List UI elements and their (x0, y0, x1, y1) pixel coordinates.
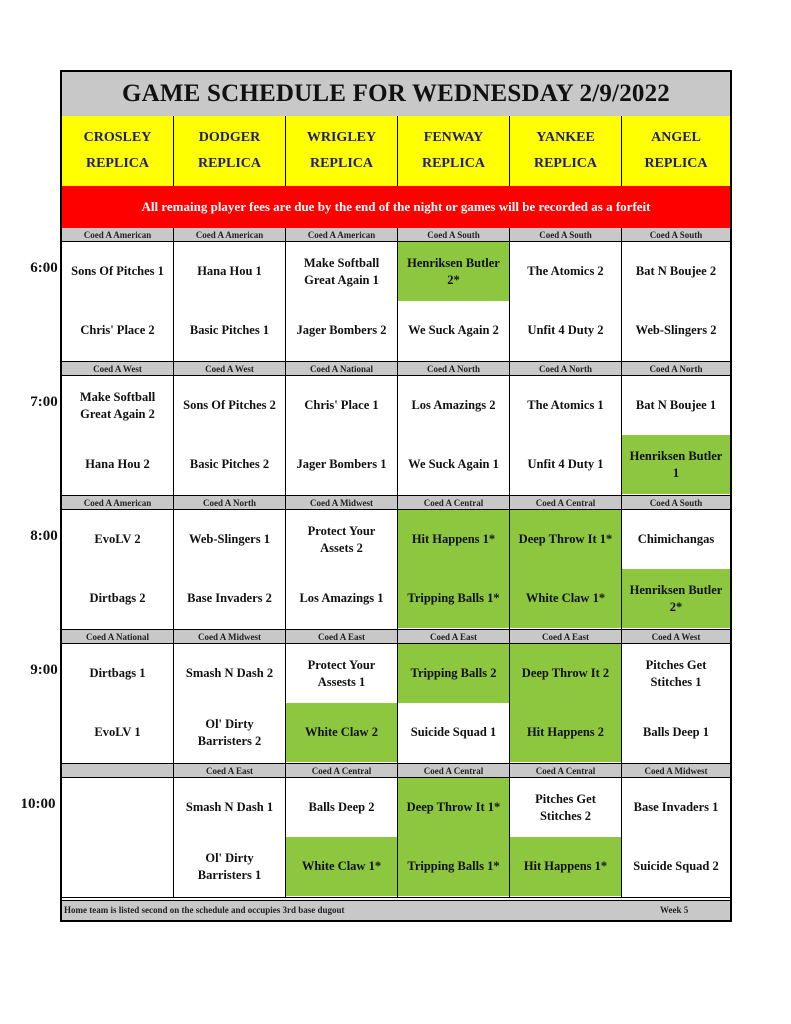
game-cell (510, 778, 622, 897)
home-team: EvoLV 1 (94, 725, 141, 739)
division-label: Coed A National (62, 630, 174, 643)
field-sub: REPLICA (421, 156, 485, 171)
away-team: Pitches Get Stitches 2 (535, 791, 596, 823)
time-label: 10:00 (20, 796, 56, 812)
time-slot-block (62, 496, 730, 630)
home-team: White Claw 1* (510, 569, 621, 628)
game-cell (398, 510, 510, 629)
home-team: Chris' Place 2 (80, 323, 155, 337)
week-label: Week 5 (660, 905, 689, 915)
home-team: Ol' Dirty Barristers 2 (197, 716, 262, 748)
time-slot-block (62, 362, 730, 496)
division-label: Coed A Central (286, 764, 398, 777)
field-header (398, 116, 510, 186)
footer (62, 900, 730, 920)
division-label: Coed A American (62, 496, 174, 509)
game-cell (174, 778, 286, 897)
game-cell (62, 510, 174, 629)
division-label (62, 764, 174, 777)
game-cell (622, 510, 730, 629)
game-cell (62, 376, 174, 495)
division-label: Coed A West (62, 362, 174, 375)
page-title: GAME SCHEDULE FOR WEDNESDAY 2/9/2022 (62, 72, 730, 117)
home-team: Ol' Dirty Barristers 1 (197, 850, 262, 882)
game-cell (510, 510, 622, 629)
division-label: Coed A East (174, 764, 286, 777)
game-row (62, 510, 730, 630)
division-label: Coed A Midwest (286, 496, 398, 509)
game-row (62, 778, 730, 898)
home-team: Unfit 4 Duty 1 (527, 457, 604, 471)
home-team: Henriksen Butler 2* (622, 569, 730, 628)
division-row (62, 362, 730, 376)
game-cell (510, 242, 622, 361)
game-cell (398, 376, 510, 495)
field-sub: REPLICA (85, 156, 149, 171)
game-cell (62, 644, 174, 763)
field-name: CROSLEY (83, 130, 152, 145)
division-label: Coed A West (651, 631, 701, 642)
field-sub: REPLICA (644, 156, 708, 171)
away-team: The Atomics 2 (527, 264, 604, 278)
away-team: Hana Hou 1 (197, 264, 262, 278)
game-cell (174, 376, 286, 495)
game-row (62, 644, 730, 764)
time-slot-block (62, 764, 730, 898)
home-team: Tripping Balls 1* (398, 569, 509, 628)
away-team: Sons Of Pitches 1 (71, 264, 164, 278)
division-label: Coed A South (510, 228, 622, 241)
home-team: Unfit 4 Duty 2 (527, 323, 604, 337)
away-team: Chimichangas (637, 532, 715, 546)
away-team: Web-Slingers 1 (189, 532, 270, 546)
game-cell (174, 510, 286, 629)
home-team: Basic Pitches 2 (189, 457, 270, 471)
away-team: Sons Of Pitches 2 (183, 398, 276, 412)
field-header (510, 116, 622, 186)
away-team: Balls Deep 2 (308, 800, 375, 814)
home-team: Base Invaders 2 (187, 591, 272, 605)
division-label: Coed A Midwest (644, 765, 708, 776)
field-name: FENWAY (423, 130, 484, 145)
division-label: Coed A West (174, 362, 286, 375)
division-label: Coed A North (510, 362, 622, 375)
division-label: Coed A National (286, 362, 398, 375)
home-team: Henriksen Butler 1 (622, 435, 730, 494)
division-label: Coed A East (510, 630, 622, 643)
game-cell (510, 644, 622, 763)
field-header-row (62, 116, 730, 187)
home-team (62, 837, 173, 896)
division-label: Coed A South (649, 497, 703, 508)
away-team: Dirtbags 1 (89, 666, 146, 680)
field-header (622, 116, 730, 186)
away-team: Hit Happens 1* (398, 510, 509, 569)
game-cell (62, 778, 174, 897)
division-label: Coed A Central (398, 496, 510, 509)
home-team: Suicide Squad 1 (410, 725, 497, 739)
game-row (62, 242, 730, 362)
game-cell (398, 778, 510, 897)
field-name: WRIGLEY (306, 130, 377, 145)
game-cell (398, 242, 510, 361)
home-team: Tripping Balls 1* (398, 837, 509, 896)
field-name: YANKEE (536, 130, 595, 145)
away-team: Base Invaders 1 (633, 800, 719, 814)
division-label: Coed A South (398, 228, 510, 241)
away-team: Smash N Dash 1 (185, 800, 274, 814)
away-team: Henriksen Butler 2* (398, 242, 509, 301)
division-row (62, 764, 730, 778)
field-sub: REPLICA (197, 156, 261, 171)
time-slot-block (62, 630, 730, 764)
time-slot-block (62, 228, 730, 362)
home-team: Hit Happens 1* (510, 837, 621, 896)
division-label: Coed A American (286, 228, 398, 241)
game-cell (398, 644, 510, 763)
home-team: Balls Deep 1 (643, 725, 709, 739)
game-cell (286, 510, 398, 629)
away-team: Protect Your Assests 1 (307, 657, 376, 689)
division-label: Coed A East (286, 630, 398, 643)
home-team: Jager Bombers 2 (296, 323, 387, 337)
home-team: Suicide Squad 2 (633, 859, 719, 873)
away-team: Bat N Boujee 1 (635, 398, 717, 412)
field-header (174, 116, 286, 186)
game-row (62, 376, 730, 496)
home-team: Dirtbags 2 (89, 591, 146, 605)
home-team: Hana Hou 2 (85, 457, 150, 471)
away-team: Protect Your Assets 2 (307, 523, 376, 555)
division-label: Coed A North (649, 363, 703, 374)
away-team: Smash N Dash 2 (185, 666, 274, 680)
game-cell (622, 644, 730, 763)
away-team: Deep Throw It 1* (510, 510, 621, 569)
home-team: Jager Bombers 1 (296, 457, 387, 471)
division-label: Coed A Central (510, 496, 622, 509)
field-name: ANGEL (651, 130, 701, 145)
field-sub: REPLICA (533, 156, 597, 171)
away-team: Make Softball Great Again 1 (303, 255, 380, 287)
division-label: Coed A South (649, 229, 703, 240)
away-team: The Atomics 1 (527, 398, 604, 412)
division-row (62, 496, 730, 510)
away-team (62, 778, 173, 837)
home-team: Hit Happens 2 (510, 703, 621, 762)
away-team: Pitches Get Stitches 1 (645, 657, 707, 689)
division-label: Coed A Midwest (174, 630, 286, 643)
time-label: 6:00 (30, 260, 58, 276)
game-cell (622, 778, 730, 897)
division-row (62, 228, 730, 242)
time-label: 9:00 (30, 662, 58, 678)
field-header (286, 116, 398, 186)
footer-note: Home team is listed second on the schedule and occupies 3rd base dugout (64, 905, 345, 915)
game-cell (174, 644, 286, 763)
game-cell (62, 242, 174, 361)
field-sub: REPLICA (309, 156, 373, 171)
division-label: Coed A North (174, 496, 286, 509)
schedule-sheet (60, 70, 732, 922)
away-team: Chris' Place 1 (304, 398, 379, 412)
game-cell (286, 242, 398, 361)
away-team: Make Softball Great Again 2 (79, 389, 156, 421)
game-cell (286, 778, 398, 897)
field-header (62, 116, 174, 186)
time-label: 7:00 (30, 394, 58, 410)
game-cell (622, 376, 730, 495)
away-team: EvoLV 2 (94, 532, 141, 546)
division-label: Coed A Central (510, 764, 622, 777)
home-team: White Claw 2 (286, 703, 397, 762)
home-team: Basic Pitches 1 (189, 323, 270, 337)
time-label: 8:00 (30, 528, 58, 544)
division-label: Coed A American (62, 228, 174, 241)
division-label: Coed A North (398, 362, 510, 375)
home-team: We Suck Again 1 (408, 457, 499, 471)
fees-notice: All remaing player fees are due by the end of the night or games will be recorded as a forfeit (62, 186, 730, 229)
division-label: Coed A Central (398, 764, 510, 777)
division-label: Coed A American (174, 228, 286, 241)
home-team: Los Amazings 1 (299, 591, 384, 605)
division-label: Coed A East (398, 630, 510, 643)
away-team: Los Amazings 2 (411, 398, 496, 412)
game-cell (286, 644, 398, 763)
away-team: Bat N Boujee 2 (635, 264, 717, 278)
game-cell (286, 376, 398, 495)
division-row (62, 630, 730, 644)
game-cell (174, 242, 286, 361)
game-cell (622, 242, 730, 361)
away-team: Tripping Balls 2 (398, 644, 509, 703)
home-team: Web-Slingers 2 (635, 323, 717, 337)
away-team: Deep Throw It 1* (398, 778, 509, 837)
field-name: DODGER (198, 130, 261, 145)
game-cell (510, 376, 622, 495)
home-team: We Suck Again 2 (408, 323, 499, 337)
home-team: White Claw 1* (286, 837, 397, 896)
away-team: Deep Throw It 2 (510, 644, 621, 703)
